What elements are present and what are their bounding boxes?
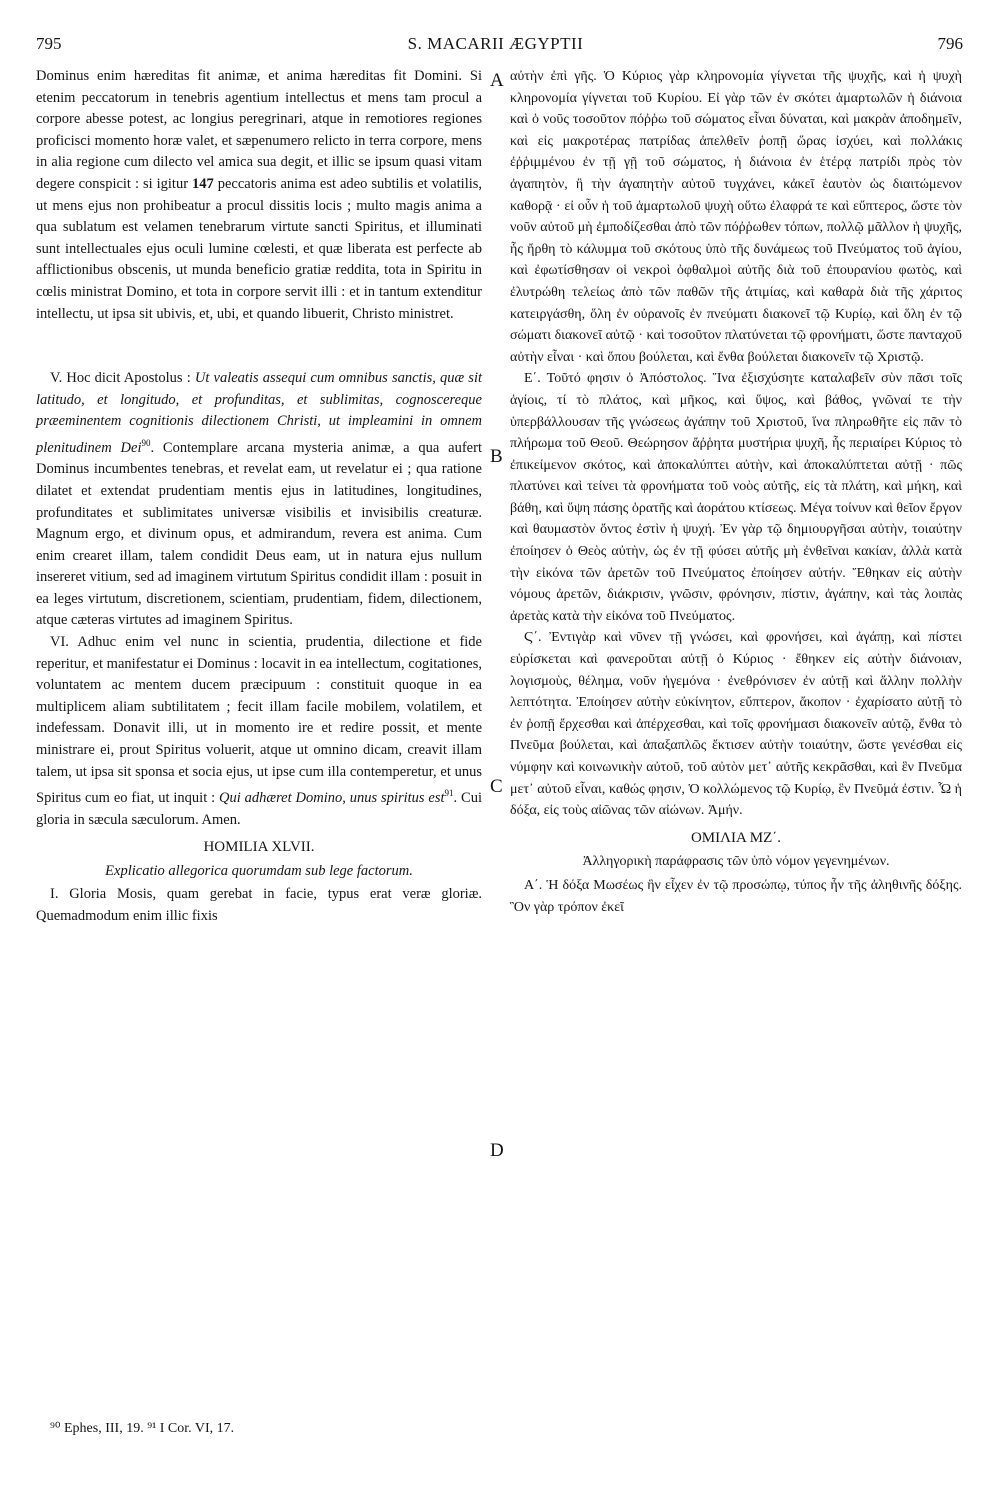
greek-paragraph-6: Ϛ΄. Ἐντιγὰρ καὶ νῦνεν τῇ γνώσει, καὶ φρονήσει, καὶ ἀγάπῃ, καὶ πίστει εὑρίσκεται καὶ φανεροῦται αὐτῇ ὁ Κύριος · ἔθηκεν εἰς αὐτὴν διάνοιαν, λογισμοὺς, θέλημα, νοῦν ἡγεμόνα · ἐνεθρόνισεν ἐν αὐτῇ καὶ ἄλλην πολλὴν λεπτότητα. Ἐποίησεν αὐτὴν εὐκίνητον, εὔπτερον, ἄκοπον · ἐχαρίσατο αὐτῇ τὸ ἐν ῥοπῇ ἔρχεσθαι καὶ ἀπέρχεσθαι, καὶ τοῖς φρονήμασι διακονεῖν αὐτῷ, ἔνθα τὸ Πνεῦμα βούλεται, καὶ ἁπαξαπλῶς ἔκτισεν αὐτὴν τοιαύτην, ὥστε γενέσθαι εἰς νύμφην καὶ κοινωνικὴν αὐτοῦ, τοῦ αὐτὸν μετ᾿ αὐτῆς κεκρᾶσθαι, καὶ ἓν Πνεῦμα μετ᾿ αὐτοῦ εἶναι, καθώς φησιν, Ὁ κολλώμενος τῷ Κυρίῳ, ἓν Πνεῦμά ἐστιν. Ὧ ἡ δόξα, εἰς τοὺς αἰῶνας τῶν αἰώνων. Ἀμήν. [510, 630, 962, 819]
footnote-ref-90: 90 [141, 437, 151, 448]
latin-scripture-quote: Ut valeatis assequi cum omnibus sanctis, quæ sit latitudo, et longitudo, et profunditas, et sublimitas, cognoscereque præeminentem cognitionis dilectionem Christi, ut impleamini in omnem plenitudinem Dei [36, 370, 483, 456]
margin-marker-a: A [490, 70, 504, 91]
latin-p1b-text: peccatoris anima est adeo subtilis et volatilis, ut mens ejus non prohibeatur a procul dissitis locis ; multo magis anima a qua sublatum est velamen tenebrarum virtute sancti Spiritus, et illuminati sunt intellectuales ejus oculi lumine cœlesti, et quæ liberata est perfecte ab afflictionibus obscenis, ut munda beneficio gratiæ reddita, tota in Spiritu in cœlis ministrat Domino, et tota in corpore servit illi : et in tantum extenditur intellectu, ut ipsa sit ubivis, et, ubi, et quando libuerit, Christo ministret. [36, 175, 483, 322]
latin-column [36, 66, 482, 928]
latin-paragraph-5 [36, 368, 482, 632]
footnote-ref-91: 91 [444, 788, 454, 799]
margin-marker-d: D [490, 1140, 504, 1161]
greek-paragraph-1: αὐτὴν ἐπὶ γῆς. Ὁ Κύριος γὰρ κληρονομία γίγνεται τῆς ψυχῆς, καὶ ἡ ψυχὴ κληρονομία γίγνεται τοῦ Κυρίου. Εἰ γὰρ τῶν ἐν σκότει ἁμαρτωλῶν ἡ διάνοια καὶ ὁ νοῦς τοσοῦτον πόῤῥω τοῦ σώματος εἶναι δύναται, καὶ μακρὰν ἀποδημεῖν, καὶ εἰς μακροτέρας πατρίδας ἀπελθεῖν ῥοπῇ ὥρας ἰσχύει, καὶ πολλάκις ἐῤῥιμμένου ἐν τῇ γῇ τοῦ σώματος, ἡ διάνοια ἐν ἑτέρᾳ πατρίδι πρὸς τὸν ἀγαπητὸν, ἢ τὴν ἀγαπητὴν αὐτοῦ τυγχάνει, κἀκεῖ ἑαυτὸν ὡς διαιτώμενον καθορᾷ · εἰ οὖν ἡ τοῦ ἁμαρτωλοῦ ψυχὴ οὕτω ἐλαφρά τε καὶ εὔπτερος, ὥστε τὸν νοῦν αὐτοῦ μὴ ἐμποδίζεσθαι ἀπὸ τῶν πόῤῥωθεν τόπων, πολλῷ μᾶλλον ἡ ψυχῆς, ἧς ἤρθη τὸ κάλυμμα τοῦ σκότους ὑπὸ τῆς δυνάμεως τοῦ Πνεύματος τοῦ ἁγίου, καὶ ἐφωτίσθησαν οἱ νεκροὶ ὀφθαλμοὶ αὐτῆς διὰ τοῦ ἐπουρανίου φωτὸς, καὶ ἐλυτρώθη τελείως ἀπὸ τῶν παθῶν τῆς ἀτιμίας, καὶ καθαρὰ διὰ τῆς χάριτος κατειργάσθη, ὅλη ἐν οὐρανοῖς ἐν πνεύματι διακονεῖ τῷ Κυρίῳ, καὶ ὅλη ἐν τῷ σώματι διακονεῖ αὐτῷ · καὶ τοσοῦτον πλατύνεται τῷ φρονήματι, ὥστε πανταχοῦ αὐτὴν εἶναι · καὶ ὅπου βούλεται, καὶ ἔνθα βούλεται διακονεῖν τῷ Χριστῷ. [510, 69, 962, 365]
greek-paragraph-5: Ε΄. Τοῦτό φησιν ὁ Ἀπόστολος. Ἵνα ἐξισχύσητε καταλαβεῖν σὺν πᾶσι τοῖς ἁγίοις, τί τὸ πλάτος, καὶ μῆκος, καὶ ὕψος, καὶ βάθος, γνῶναί τε τὴν ὑπερβάλλουσαν τῆς γνώσεως ἀγάπην τοῦ Χριστοῦ, ἵνα πληρωθῆτε εἰς πᾶν τὸ πλήρωμα τοῦ Θεοῦ. Θεώρησον ἄῤῥητα μυστήρια ψυχῆ, ἧς περιαίρει Κύριος τὸ ἐπικείμενον σκότος, καὶ ἀποκαλύπτει αὐτὴν, καὶ ἀποκαλύπτεται αὐτῇ · πῶς πλατύνει καὶ τείνει τὰ φρονήματα τοῦ νοὸς αὐτῆς, εἰς τὰ πλάτη, καὶ μήκη, καὶ βάθη, καὶ ὕψη πάσης ὁρατῆς καὶ ἀοράτου κτίσεως. Μέγα τοίνυν καὶ θεῖον ἔργον καὶ θαυμαστὸν ὄντος ἐστὶν ἡ ψυχή. Ἐν γὰρ τῷ δημιουργῆσαι αὐτὴν, τοιαύτην ἐποίησεν ὁ Θεὸς αὐτὴν, ὡς ἐν τῇ φύσει αὐτῆς μὴ ἐνθεῖναι κακίαν, ἀλλὰ κατὰ τὴν εἰκόνα τῶν ἀρετῶν τοῦ Πνεύματος ἐποίησεν αὐτήν. Ἔθηκαν εἰς αὐτὴν νόμους ἀρετῶν, διάκρισιν, γνῶσιν, φρόνησιν, πίστιν, ἀγάπην, καὶ τὰς λοιπὰς ἀρετὰς κατὰ τὴν εἰκόνα τοῦ Πνεύματος. [510, 371, 962, 624]
latin-p3b-text: . Cui gloria in sæcula sæculorum. Amen. [36, 790, 483, 828]
greek-paragraph-homily: Α΄. Ἡ δόξα Μωσέως ἣν εἶχεν ἐν τῷ προσώπῳ, τύπος ἦν τῆς ἀληθινῆς δόξης. Ὃν γὰρ τρόπον ἐκεῖ [510, 877, 962, 915]
latin-p2b-text: . Contemplare arcana mysteria animæ, a qua aufert Dominus incumbentes tenebras, et revelat eam, ut revelatur ei ; qua ratione dilatet et extendat prudentiam mentis ejus in latitudines, longitudines, profunditates et sublimitates universæ visibilis et invisibilis creaturæ. Magnum ergo, et divinum opus, et admirandum, revera est anima. Cum enim crearet illam, talem condidit Deus eam, ut in natura ejus nullum insereret vitium, sed ad imaginem virtutum Spiritus condidit illam : posuit in ea leges virtutum, discretionem, scientiam, prudentiam, fidem, dilectionem, atque cæteras virtutes ad imaginem Spiritus. [36, 439, 482, 629]
latin-paragraph-6 [36, 632, 482, 831]
latin-homily-subtitle: Explicatio allegorica quorumdam sub lege factorum. [105, 862, 413, 879]
margin-marker-c: C [490, 776, 503, 797]
latin-paragraph-1 [36, 66, 482, 325]
right-page-number: 796 [937, 34, 963, 53]
latin-scripture-quote-2: Qui adhæret Domino, unus spiritus est [219, 790, 445, 807]
latin-p3a-text: VI. Adhuc enim vel nunc in scientia, prudentia, dilectione et fide reperitur, et manifestatur ei Dominus : locavit in ea intellectum, cogitationes, voluntatem ac mentem ducem præcipuum : constituit quoque in ea multiplicem aliam subtilitatem ; fecit illam facile mobilem, volatilem, et indefessam. Donavit illi, ut in momento ire et redire possit, et mente ministrare ei, prout Spiritus voluerit, atque ut omnino dicam, creavit illam talem, ut ipsa sit sponsa et socia ejus, ut ipse cum illa contemperetur, et unus Spiritus cum eo fiat, ut inquit : [36, 634, 482, 807]
latin-p1-text: Dominus enim hæreditas fit animæ, et anima hæreditas fit Domini. Si etenim peccatorum in tenebris agentium intellectus et mens tam procul a corpore abesse potest, ac longius peregrinari, atque in remotiores regiones proficisci momento horæ valet, et sæpenumero relicto in terra corpore, mens in alia regione cum dilecto vel amica sua degit, et illic se ipsum quasi vitam degere conspicit : si igitur [36, 68, 482, 192]
greek-homily-title: ΟΜΙΛΙΑ ΜΖ΄. [690, 829, 782, 846]
greek-column [510, 66, 962, 918]
left-page-number: 795 [36, 34, 62, 53]
footnotes: ⁹⁰ Ephes, III, 19. ⁹¹ I Cor. VI, 17. [50, 1421, 235, 1436]
latin-homily-title: HOMILIA XLVII. [203, 839, 315, 856]
greek-homily-subtitle: Ἀλληγορικὴ παράφρασις τῶν ὑπὸ νόμον γεγενημένων. [582, 854, 890, 870]
running-title: S. MACARII ÆGYPTII [407, 34, 584, 53]
margin-marker-b: B [490, 446, 503, 467]
latin-p2a-text: V. Hoc dicit Apostolus : [50, 370, 191, 387]
latin-paragraph-homily: I. Gloria Mosis, quam gerebat in facie, typus erat veræ gloriæ. Quemadmodum enim illic fixis [36, 886, 482, 925]
column-number: 147 [192, 175, 214, 192]
